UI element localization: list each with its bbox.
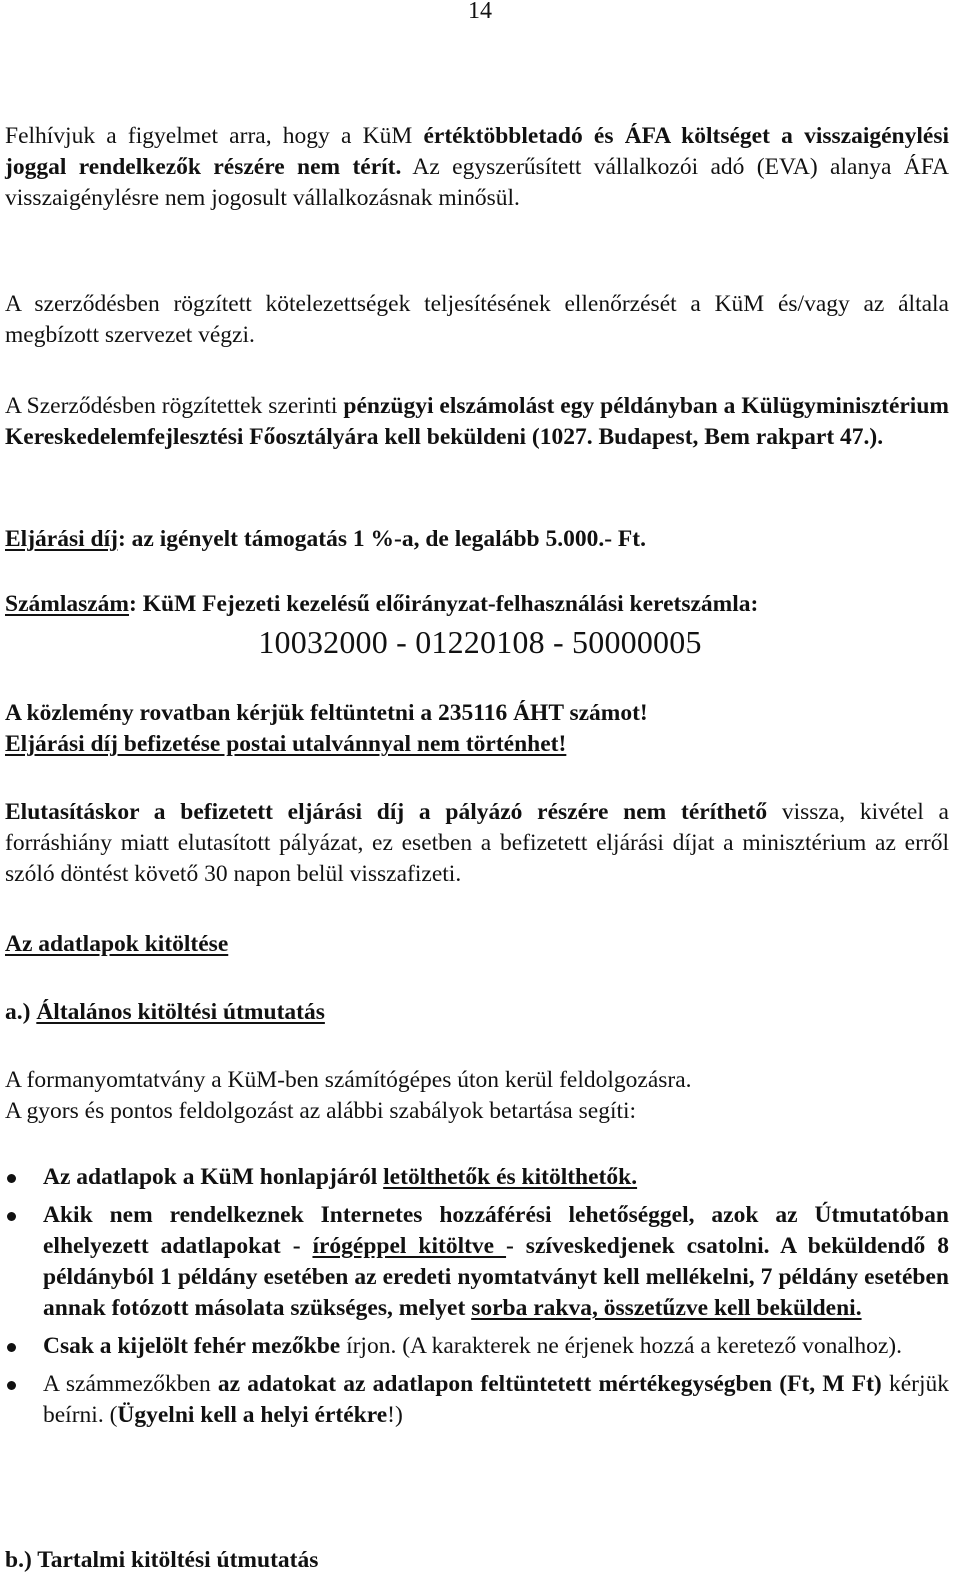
rules-list [5, 1162, 949, 1438]
section-a-prefix: a.) [5, 999, 31, 1025]
section-b-prefix: b.) [5, 1547, 32, 1573]
bullet-4-text-1: A számmezőkben [43, 1371, 218, 1397]
bullet-3-bold: Csak a kijelölt fehér mezőkbe [43, 1333, 341, 1359]
rejection-text: vissza, kivétel a forráshiány miatt elutasított pályázat, ez esetben a befizetett eljárási díjat a minisztérium az erről szóló döntést követő 30 napon belül visszafizeti. [5, 799, 949, 887]
intro-line-1: A formanyomtatvány a KüM-ben számítógépes úton kerül feldolgozásra. [5, 1067, 692, 1093]
list-item [5, 1200, 949, 1324]
bullet-2-text-2: - szíveskedjenek csatolni. A beküldendő 8 példányból 1 példány esetében az eredeti nyomtatványt kell mellékelni, 7 példány esetében annak fotózott másolata szükséges, melyet [43, 1233, 949, 1321]
bullet-1-underlined: letölthetők és kitölthetők. [383, 1164, 638, 1190]
account-number: 10032000 - 01220108 - 50000005 [258, 624, 702, 660]
list-item [5, 1162, 949, 1193]
rejection-paragraph [5, 797, 949, 890]
section-a-title: Általános kitöltési útmutatás [36, 999, 325, 1025]
bullet-2-text-1: Akik nem rendelkeznek Internetes hozzáférési lehetőséggel, azok az Útmutatóban elhelyezett adatlapokat - [43, 1202, 949, 1259]
settlement-paragraph [5, 391, 949, 453]
vat-text-1: Felhívjuk a figyelmet arra, hogy a KüM [5, 123, 424, 149]
account-text: : KüM Fejezeti kezelésű előirányzat-felhasználási keretszámla: [129, 591, 759, 617]
vat-paragraph [5, 121, 949, 214]
bullet-4-bold-2: Ügyelni kell a helyi értékre [117, 1402, 388, 1428]
notice-line-2-text: Eljárási díj befizetése postai utalvánnyal nem történhet! [5, 731, 567, 757]
page-number: 14 [468, 0, 492, 24]
account-line [5, 589, 949, 620]
bullet-2-underlined-1: írógéppel kitöltve [312, 1233, 507, 1259]
bullet-2-underlined-2: sorba rakva, összetűzve kell beküldeni. [471, 1295, 862, 1321]
section-b-title: Tartalmi kitöltési útmutatás [37, 1547, 319, 1573]
settlement-text-1: A Szerződésben rögzítettek szerinti [5, 393, 344, 419]
section-b-heading [5, 1545, 949, 1576]
settlement-bold-text: pénzügyi elszámolást egy példányban a Külügyminisztérium Kereskedelemfejlesztési Főosztályára kell beküldeni (1027. Budapest, Bem rakpart 47.) [5, 393, 949, 450]
list-item [5, 1369, 949, 1431]
bullet-4-text-2: kérjük beírni. ( [43, 1371, 949, 1428]
procedure-fee-line [5, 524, 949, 555]
procedure-fee-text: : az igényelt támogatás 1 %-a, de legalább 5.000.- Ft. [117, 526, 646, 552]
intro-line-2: A gyors és pontos feldolgozást az alábbi szabályok betartása segíti: [5, 1098, 637, 1124]
list-item [5, 1331, 949, 1362]
bullet-4-bold-1: az adatokat az adatlapon feltüntetett mértékegységben (Ft, M Ft) [217, 1371, 882, 1397]
procedure-fee-label: Eljárási díj [5, 526, 118, 552]
forms-heading-text: Az adatlapok kitöltése [5, 931, 229, 957]
supervision-paragraph: A szerződésben rögzített kötelezettségek teljesítésének ellenőrzését a KüM és/vagy az általa megbízott szervezet végzi. [5, 291, 949, 348]
settlement-text-2: . [877, 424, 884, 450]
section-a-heading [5, 997, 949, 1028]
bullet-1-text: Az adatlapok a KüM honlapjáról [43, 1164, 384, 1190]
forms-heading [5, 929, 949, 960]
notice-line-1: A közlemény rovatban kérjük feltüntetni a 235116 ÁHT számot! [5, 700, 648, 726]
vat-bold-text: értéktöbbletadó és ÁFA költséget a visszaigénylési joggal rendelkezők részére nem térít. [5, 123, 949, 180]
bullet-4-text-3: !) [387, 1402, 403, 1428]
vat-text-2: Az egyszerűsített vállalkozói adó (EVA) alanya ÁFA visszaigénylésre nem jogosult vállalkozásnak minősül. [5, 154, 949, 211]
rejection-bold-text: Elutasításkor a befizetett eljárási díj a pályázó részére nem téríthető [5, 799, 768, 825]
notice-line-2 [5, 729, 949, 760]
account-label: Számlaszám [5, 591, 130, 617]
bullet-3-text: írjon. (A karakterek ne érjenek hozzá a keretező vonalhoz). [340, 1333, 902, 1359]
